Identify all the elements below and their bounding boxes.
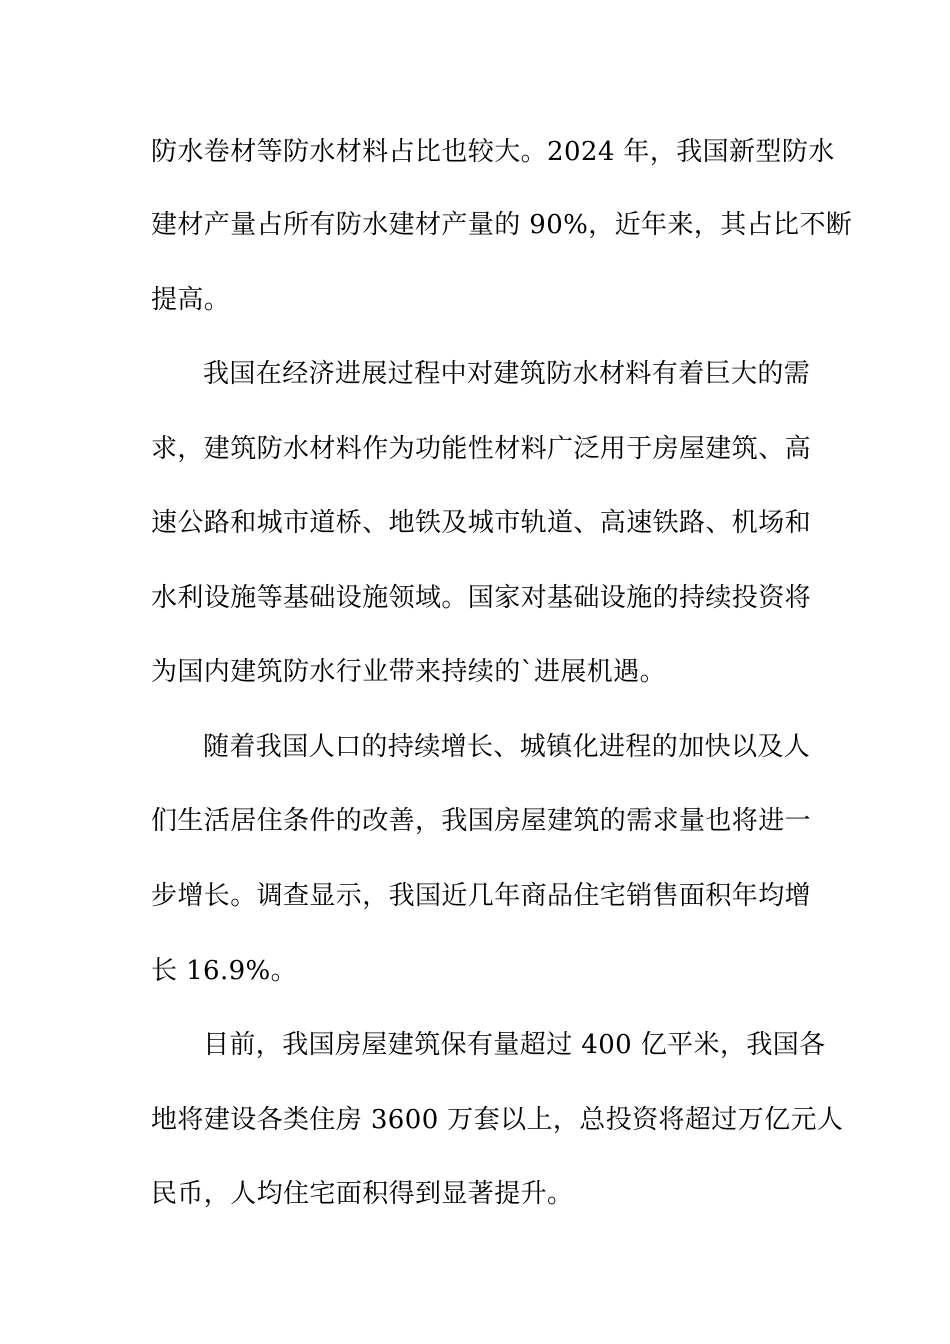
paragraph-2-line-1: 我国在经济进展过程中对建筑防水材料有着巨大的需 <box>203 359 811 389</box>
paragraph-2-line-3: 速公路和城市道桥、地铁及城市轨道、高速铁路、机场和 <box>151 508 812 538</box>
paragraph-1-line-3: 提高。 <box>151 285 231 315</box>
paragraph-4-line-3: 民币，人均住宅面积得到显著提升。 <box>151 1179 574 1209</box>
paragraph-4-line-2: 地将建设各类住房 3600 万套以上，总投资将超过万亿元人 <box>151 1105 844 1135</box>
paragraph-3-line-4: 长 16.9%。 <box>151 956 298 986</box>
paragraph-2-line-2: 求，建筑防水材料作为功能性材料广泛用于房屋建筑、高 <box>151 434 812 464</box>
paragraph-1-line-1: 防水卷材等防水材料占比也较大。2024 年，我国新型防水 <box>151 137 835 167</box>
paragraph-3-line-3: 步增长。调查显示，我国近几年商品住宅销售面积年均增 <box>151 881 812 911</box>
paragraph-1-line-2: 建材产量占所有防水建材产量的 90%，近年来，其占比不断 <box>151 210 853 240</box>
paragraph-4-line-1: 目前，我国房屋建筑保有量超过 400 亿平米，我国各 <box>203 1030 826 1060</box>
paragraph-2-line-5: 为国内建筑防水行业带来持续的`进展机遇。 <box>151 657 667 687</box>
paragraph-3-line-1: 随着我国人口的持续增长、城镇化进程的加快以及人 <box>203 732 811 762</box>
paragraph-3-line-2: 们生活居住条件的改善，我国房屋建筑的需求量也将进一 <box>151 806 812 836</box>
paragraph-2-line-4: 水利设施等基础设施领域。国家对基础设施的持续投资将 <box>151 583 812 613</box>
